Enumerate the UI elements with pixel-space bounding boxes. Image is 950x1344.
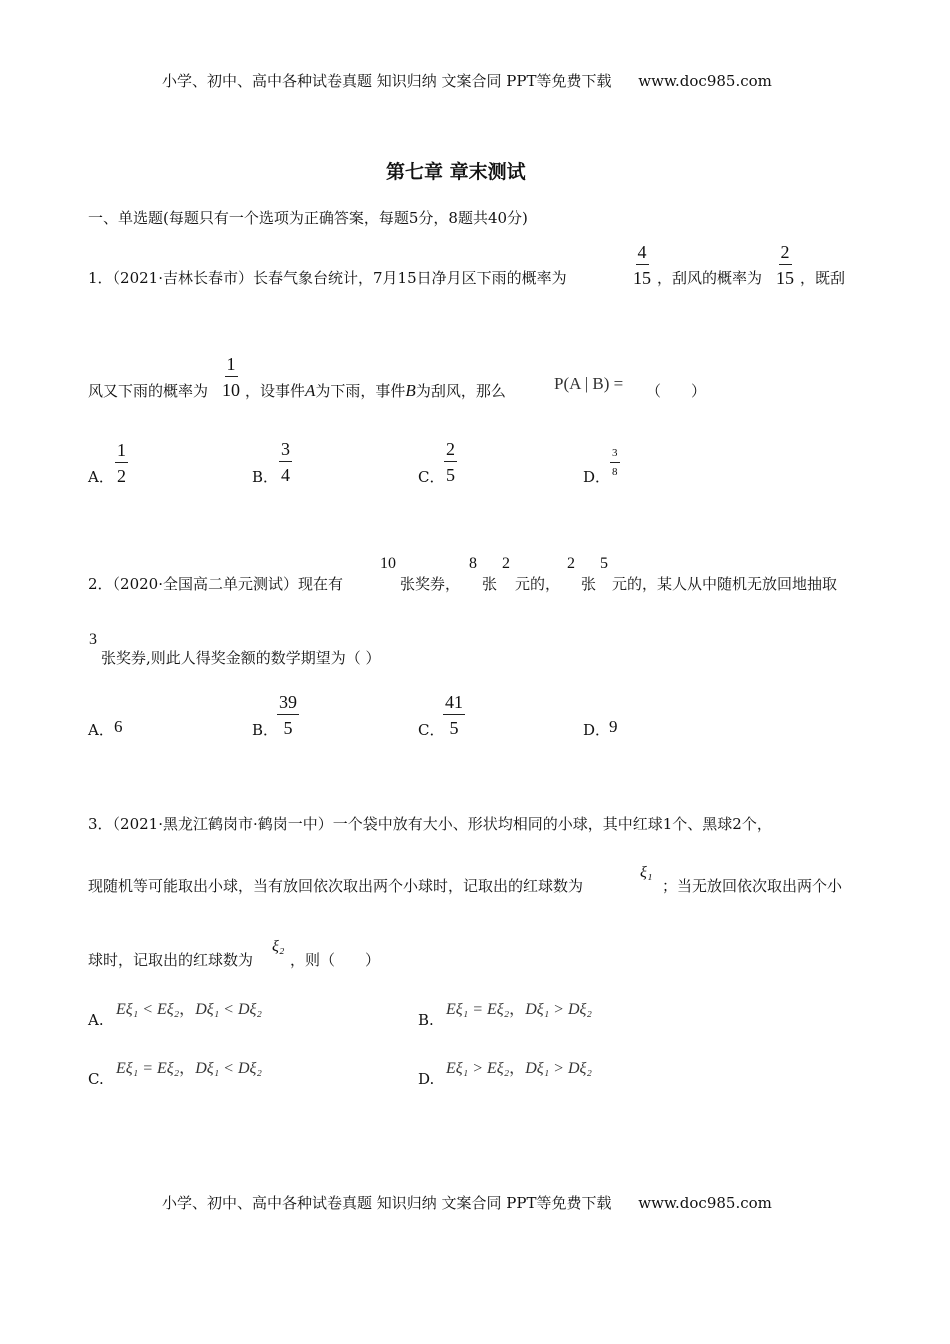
footer-url: www.doc985.com bbox=[638, 1194, 772, 1212]
q3-opt-c-d: Dξ₁ < Dξ₂ bbox=[195, 1060, 262, 1077]
q1-text-a: 1．（2021·吉林长春市）长春气象台统计，7月15日净月区下雨的概率为 bbox=[88, 269, 567, 287]
q3-text-b: 现随机等可能取出小球，当有放回依次取出两个小球时，记取出的红球数为 bbox=[88, 877, 584, 895]
q2-option-d[interactable]: 9 bbox=[609, 717, 618, 736]
q1-opt-d-num: 3 bbox=[610, 448, 620, 463]
q1-opt-c-den: 5 bbox=[446, 465, 455, 485]
q1-var-b: B bbox=[405, 381, 416, 400]
q1-frac2-num: 2 bbox=[779, 243, 792, 265]
q3-opt-b-d: Dξ₁ > Dξ₂ bbox=[525, 1001, 592, 1018]
q3-text-a: 3．（2021·黑龙江鹤岗市·鹤岗一中）一个袋中放有大小、形状均相同的小球，其中红球1个、黑球2个， bbox=[88, 815, 772, 833]
q1-opt-d-den: 8 bbox=[612, 466, 618, 478]
q1-opt-b-num: 3 bbox=[279, 440, 292, 462]
q2-opt-c-num: 41 bbox=[443, 693, 465, 715]
q3-xi1: ξ₁ bbox=[640, 864, 653, 881]
q1-text-b: ，刮风的概率为 bbox=[657, 269, 763, 287]
header-text: 小学、初中、高中各种试卷真题 知识归纳 文案合同 PPT等免费下载 bbox=[162, 72, 612, 90]
q3-opt-a-comma: ， bbox=[179, 1001, 196, 1018]
q3-option-c-label: C. bbox=[88, 1070, 104, 1088]
q1-text-d: 风又下雨的概率为 bbox=[88, 382, 209, 400]
q1-option-b-label: B． bbox=[252, 468, 279, 486]
q1-frac3-num: 1 bbox=[225, 355, 238, 377]
q2-option-c[interactable] bbox=[443, 693, 465, 737]
q2-text-f: 元的，某人从中随机无放回地抽取 bbox=[612, 575, 838, 593]
q2-num-2a: 2 bbox=[502, 555, 510, 572]
q2-opt-b-num: 39 bbox=[277, 693, 299, 715]
q3-opt-c-comma: ， bbox=[179, 1060, 196, 1077]
q2-option-b[interactable] bbox=[277, 693, 299, 737]
q1-frac1-den: 15 bbox=[633, 268, 651, 288]
q1-text-f: 为下雨，事件 bbox=[315, 382, 406, 400]
q3-opt-c-e: Eξ₁ = Eξ₂ bbox=[116, 1060, 180, 1077]
q3-option-d[interactable] bbox=[446, 1055, 592, 1078]
q3-option-c[interactable] bbox=[116, 1055, 262, 1078]
q3-option-b[interactable] bbox=[446, 996, 592, 1019]
q2-text-e: 张 bbox=[581, 575, 597, 593]
q3-option-b-label: B. bbox=[418, 1011, 434, 1029]
q2-num-2b: 2 bbox=[567, 555, 575, 572]
q1-opt-b-den: 4 bbox=[281, 465, 290, 485]
q1-fraction-rain bbox=[633, 243, 651, 287]
q1-text-c: ，既刮 bbox=[800, 269, 846, 287]
q2-num-5: 5 bbox=[600, 555, 608, 572]
q1-option-c[interactable] bbox=[444, 440, 457, 484]
q2-option-b-label: B． bbox=[252, 721, 279, 739]
q3-text-e: ，则（ ） bbox=[290, 951, 381, 969]
q1-frac2-den: 15 bbox=[776, 268, 794, 288]
q2-opt-c-den: 5 bbox=[449, 718, 459, 738]
page-header bbox=[162, 70, 772, 91]
q3-xi2: ξ₂ bbox=[272, 938, 285, 955]
q2-option-a-label: A． bbox=[88, 721, 114, 739]
q3-opt-a-e: Eξ₁ < Eξ₂ bbox=[116, 1001, 180, 1018]
q2-option-d-label: D． bbox=[583, 721, 611, 739]
q1-opt-c-num: 2 bbox=[444, 440, 457, 462]
footer-text: 小学、初中、高中各种试卷真题 知识归纳 文案合同 PPT等免费下载 bbox=[162, 1194, 612, 1212]
q1-option-d-label: D． bbox=[583, 468, 611, 486]
q1-option-b[interactable] bbox=[279, 440, 292, 484]
q1-fraction-wind bbox=[776, 243, 794, 287]
page-title: 第七章 章末测试 bbox=[386, 161, 526, 183]
q2-opt-b-den: 5 bbox=[283, 718, 293, 738]
q3-text-d: 球时，记取出的红球数为 bbox=[88, 951, 254, 969]
q2-option-a[interactable]: 6 bbox=[114, 717, 123, 736]
q3-option-a[interactable] bbox=[116, 996, 262, 1019]
q2-num-3: 3 bbox=[89, 631, 97, 648]
q3-opt-a-d: Dξ₁ < Dξ₂ bbox=[195, 1001, 262, 1018]
q1-fraction-both bbox=[222, 355, 240, 399]
q1-answer-paren: （ ） bbox=[646, 382, 707, 400]
q2-text-a: 2．（2020·全国高二单元测试）现在有 bbox=[88, 575, 343, 593]
header-url: www.doc985.com bbox=[638, 72, 772, 90]
q1-option-c-label: C． bbox=[418, 468, 445, 486]
q2-text-b: 张奖券， bbox=[400, 575, 461, 593]
q2-num-10: 10 bbox=[380, 555, 396, 572]
q1-var-a: A bbox=[305, 381, 316, 400]
q3-text-c: ；当无放回依次取出两个小 bbox=[662, 877, 843, 895]
q3-opt-b-comma: ， bbox=[509, 1001, 526, 1018]
q3-option-a-label: A. bbox=[88, 1011, 104, 1029]
q1-option-a[interactable] bbox=[115, 441, 128, 485]
q1-option-a-label: A． bbox=[88, 468, 114, 486]
q1-frac1-num: 4 bbox=[636, 243, 649, 265]
q3-option-d-label: D. bbox=[418, 1070, 435, 1088]
q1-frac3-den: 10 bbox=[222, 380, 240, 400]
q3-opt-d-d: Dξ₁ > Dξ₂ bbox=[525, 1060, 592, 1077]
section-heading: 一、单选题(每题只有一个选项为正确答案，每题5分，8题共40分) bbox=[88, 209, 528, 227]
q2-num-8: 8 bbox=[469, 555, 477, 572]
q1-option-d[interactable] bbox=[610, 448, 620, 478]
q2-text-c: 张 bbox=[482, 575, 498, 593]
q2-option-c-label: C． bbox=[418, 721, 445, 739]
q1-probability-expr: P(A | B) = bbox=[554, 374, 624, 393]
page-footer bbox=[162, 1192, 772, 1213]
q3-opt-d-e: Eξ₁ > Eξ₂ bbox=[446, 1060, 510, 1077]
q1-text-g: 为刮风，那么 bbox=[415, 382, 506, 400]
q2-text-d: 元的， bbox=[515, 575, 561, 593]
q1-text-e: ，设事件 bbox=[245, 382, 306, 400]
q3-opt-b-e: Eξ₁ = Eξ₂ bbox=[446, 1001, 510, 1018]
q2-text-g: 张奖券,则此人得奖金额的数学期望为（ ） bbox=[101, 649, 381, 667]
q1-opt-a-den: 2 bbox=[117, 466, 126, 486]
q3-opt-d-comma: ， bbox=[509, 1060, 526, 1077]
q1-opt-a-num: 1 bbox=[115, 441, 128, 463]
